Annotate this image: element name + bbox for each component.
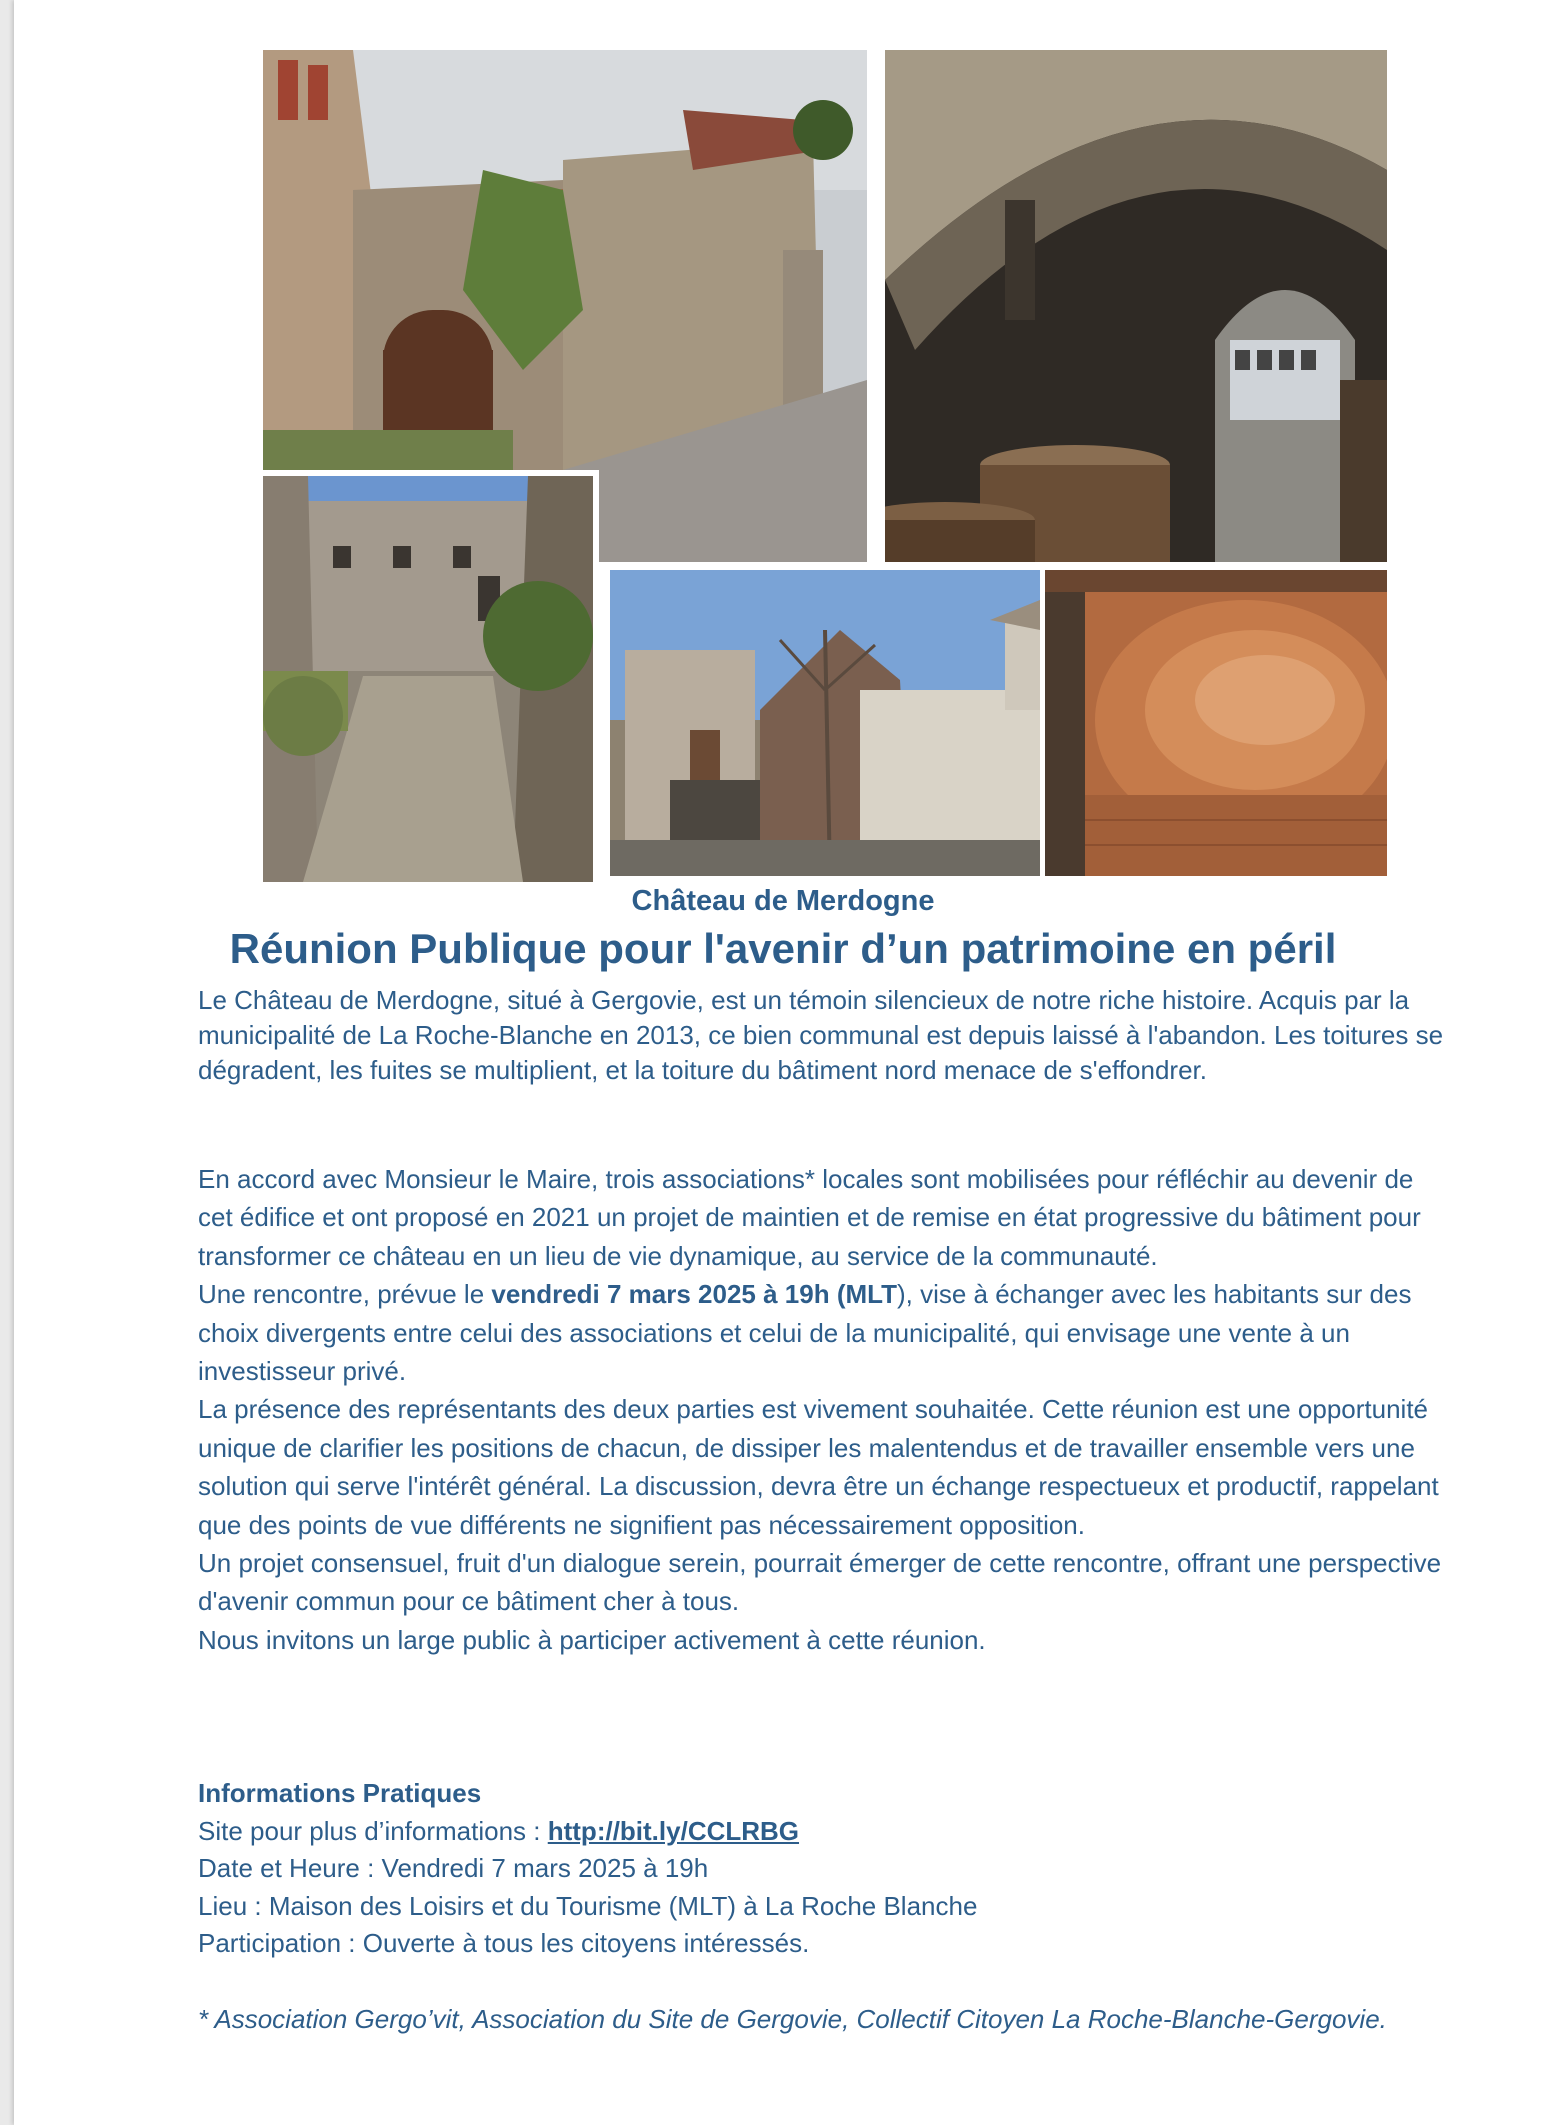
footnote: * Association Gergo’vit, Association du Site de Gergovie, Collectif Citoyen La Roche-Blanche-Gergovie.: [198, 2004, 1387, 2034]
participation-line: Participation : Ouverte à tous les citoyens intéressés.: [198, 1928, 810, 1958]
photo-inner-courtyard: [263, 470, 599, 882]
practical-info-title: Informations Pratiques: [198, 1778, 482, 1808]
paragraph-3: [198, 1275, 1448, 1390]
meeting-date-bold: vendredi 7 mars 2025 à 19h (MLT: [491, 1279, 897, 1310]
date-line: Date et Heure : Vendredi 7 mars 2025 à 19h: [198, 1853, 709, 1883]
page-title: Réunion Publique pour l'avenir d’un patrimoine en péril: [229, 925, 1337, 972]
paragraph-5: Un projet consensuel, fruit d'un dialogue serein, pourrait émerger de cette rencontre, offrant une perspective d'avenir commun pour ce bâtiment cher à tous.: [198, 1548, 1442, 1617]
paragraph-3-start: Une rencontre, prévue le: [198, 1279, 492, 1310]
paragraph-4: La présence des représentants des deux parties est vivement souhaitée. Cette réunion est une opportunité unique de clarifier les positions de chacun, de dissiper les malentendus et de travailler ensemble vers une solution qui serve l'intérêt général. La discussion, devra être un échange respectueux et productif, rappelant que des points de vue différents ne signifient pas nécessairement opposition.: [198, 1394, 1439, 1540]
paragraph-3-end: ), vise à échanger avec les habitants sur des choix divergents entre celui des associations et celui de la municipalité, qui envisage une vente à un investisseur privé.: [198, 1279, 1412, 1387]
main-paragraphs: [198, 1160, 1448, 1659]
site-line: [198, 1813, 1448, 1851]
photo-brick-oven: [1045, 570, 1387, 876]
practical-info: [198, 1775, 1448, 1963]
photo-vaulted-cellar: [885, 50, 1387, 562]
intro-paragraph: [198, 983, 1448, 1088]
paragraph-6: Nous invitons un large public à participer activement à cette réunion.: [198, 1624, 986, 1655]
site-link[interactable]: http://bit.ly/CCLRBG: [547, 1815, 800, 1846]
subtitle: Château de Merdogne: [631, 885, 935, 917]
site-label: Site pour plus d’informations :: [198, 1815, 548, 1846]
photo-tower-facade: [610, 570, 1040, 876]
place-line: Lieu : Maison des Loisirs et du Tourisme (MLT) à La Roche Blanche: [198, 1890, 978, 1921]
paragraph-2: En accord avec Monsieur le Maire, trois associations* locales sont mobilisées pour réfléchir au devenir de cet édifice et ont proposé en 2021 un projet de maintien et de remise en état progressive du bâtiment pour transformer ce château en un lieu de vie dynamique, au service de la communauté.: [198, 1164, 1421, 1271]
paragraph-1: Le Château de Merdogne, situé à Gergovie, est un témoin silencieux de notre riche histoire. Acquis par la municipalité de La Roche-Blanche en 2013, ce bien communal est depuis laissé à l'abandon. Les toitures se dégradent, les fuites se multiplient, et la toiture du bâtiment nord menace de s'effondrer.: [198, 985, 1444, 1085]
